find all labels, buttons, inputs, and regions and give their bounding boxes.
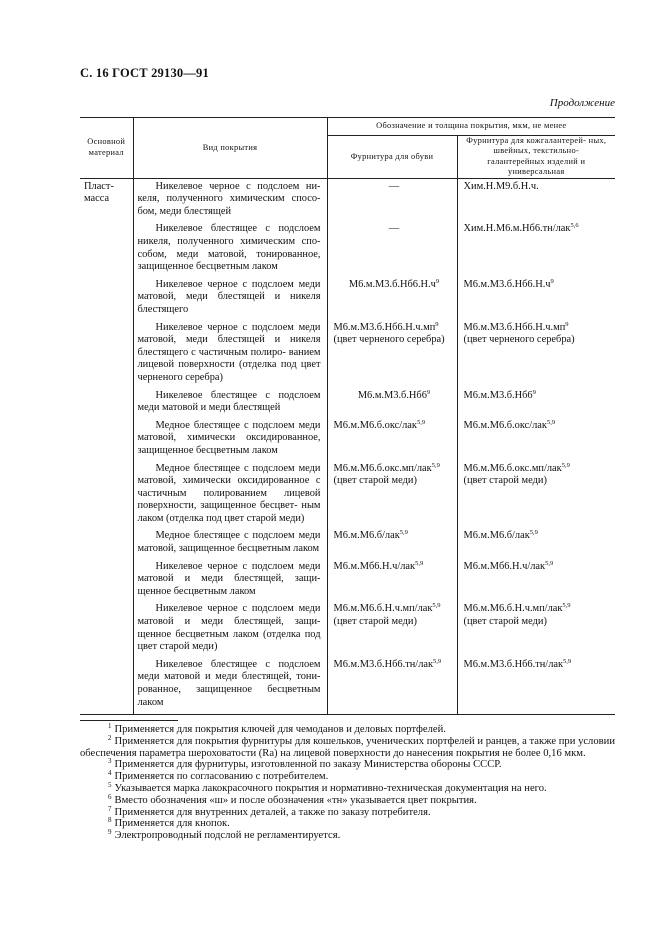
footnote-number: 4: [108, 769, 112, 778]
coating-description: Медное блестящее с подслоем меди матовой, химически оксидированное с частичным полированием лицевой поверхности, защищенное бесцвет- ным лаком (отделка под цвет старой меди): [133, 463, 327, 531]
footnote-text: Электропроводный подслой не регламентируется.: [114, 830, 341, 842]
universal-designation: [457, 390, 615, 420]
footnote-number: 6: [108, 792, 112, 801]
footnote-number: 5: [108, 780, 112, 789]
footnote-text: Применяется по согласованию с потребителем.: [114, 771, 329, 783]
shoe-designation: [327, 223, 457, 278]
universal-designation: [457, 178, 615, 223]
shoe-designation: [327, 390, 457, 420]
coating-description: Никелевое черное с подслоем меди матовой и меди блестящей, защи- щенное бесцветным лаком (отделка под цвет старой меди): [133, 603, 327, 658]
coatings-table-container: [80, 117, 615, 715]
table-row: [80, 322, 615, 390]
shoe-designation: [327, 463, 457, 531]
footnote: [80, 830, 615, 842]
footnote: [80, 759, 615, 771]
shoe-designation: [327, 530, 457, 560]
universal-code: М6.м.М6.б.окс.мп/лак: [463, 462, 562, 474]
footnote-number: 2: [108, 733, 112, 742]
footnote-text: Применяется для покрытия ключей для чемоданов и деловых портфелей.: [114, 724, 446, 735]
footnote-ref: 5,9: [431, 461, 440, 469]
col-header-shoe-fittings: Фурнитура для обуви: [327, 136, 457, 179]
footnote-ref: 5,9: [432, 602, 441, 610]
footnote-ref: 9: [435, 320, 439, 328]
footnote-ref: 9: [426, 388, 431, 396]
shoe-code: М6.м.М6.б.окс.мп/лак: [333, 462, 432, 474]
material-cell: Пласт- масса: [84, 180, 114, 205]
table-row: [80, 530, 615, 560]
footnote-ref: 5,9: [529, 529, 538, 537]
footnote-ref: 5,9: [416, 418, 426, 426]
universal-designation: [457, 530, 615, 560]
col-header-designation: Обозначение и толщина покрытия, мкм, не менее: [327, 118, 615, 136]
shoe-code: М6.м.М3.б.Нб6: [357, 389, 427, 401]
universal-code: Хим.Н.М9.б.Н.ч.: [463, 180, 539, 192]
footnote-ref: 5,9: [399, 529, 408, 537]
footnote: [80, 771, 615, 783]
shoe-code: —: [388, 180, 400, 192]
footnote: [80, 792, 615, 807]
table-row: [80, 420, 615, 463]
footnote: [80, 780, 615, 795]
footnote-text: Применяется для фурнитуры, изготовленной по заказу Министерства обороны СССР.: [114, 759, 502, 771]
universal-code: М6.м.М3.б.Нб6.Н.ч.мп: [463, 321, 566, 333]
universal-finish-note: (цвет старой меди): [463, 475, 547, 487]
footnote-ref: 5,9: [546, 418, 556, 426]
universal-code: Хим.Н.М6.м.Нб6.тн/лак: [463, 223, 571, 235]
footnote-text: Применяется для внутренних деталей, а также по заказу потребителя.: [114, 806, 431, 818]
shoe-code: М6.м.М6.б.Н.ч.мп/лак: [333, 603, 433, 615]
universal-code: М6.м.М6.б.Н.ч.мп/лак: [463, 603, 563, 615]
shoe-finish-note: (цвет старой меди): [333, 475, 417, 487]
footnote-ref: 5,9: [433, 657, 442, 665]
shoe-designation: [327, 603, 457, 658]
universal-designation: [457, 659, 615, 715]
universal-designation: [457, 322, 615, 390]
shoe-designation: [327, 659, 457, 715]
footnote-ref: 5,6: [570, 222, 579, 230]
universal-code: М6.м.М6.б/лак: [463, 530, 530, 542]
footnote-text: Применяется для кнопок.: [114, 818, 230, 830]
footnote-ref: 9: [565, 320, 569, 328]
shoe-code: М6.м.М6.б/лак: [333, 530, 400, 542]
table-body: [80, 178, 615, 715]
col-header-material: Основной материал: [80, 118, 133, 179]
coating-description: Медное блестящее с подслоем меди матовой, защищенное бесцветным лаком: [133, 530, 327, 560]
universal-code: М6.м.М3.б.Нб6: [463, 389, 533, 401]
footnote-number: 3: [108, 757, 112, 766]
table-row: [80, 603, 615, 658]
shoe-finish-note: (цвет черненого серебра): [333, 334, 445, 346]
shoe-finish-note: (цвет старой меди): [333, 616, 417, 628]
footnote-ref: 9: [435, 277, 440, 285]
coating-description: Никелевое блестящее с подслоем меди матовой и меди блестящей, тони- рованное, защищенное бесцветным лаком: [133, 659, 327, 715]
footnote: [80, 724, 615, 736]
coating-description: Никелевое черное с подслоем меди матовой и меди блестящей, защи- щенное бесцветным лаком: [133, 561, 327, 604]
table-row: [80, 178, 615, 223]
footnote-ref: 9: [550, 277, 554, 285]
universal-designation: [457, 561, 615, 604]
universal-designation: [457, 463, 615, 531]
shoe-code: М6.м.М3.б.Нб6.тн/лак: [333, 658, 434, 670]
shoe-code: М6.м.М3.б.Нб6.Н.ч: [348, 278, 436, 290]
shoe-designation: [327, 178, 457, 223]
footnote-text: Указывается марка лакокрасочного покрытия и нормативно-техническая документация на него.: [114, 782, 547, 794]
table-row: [80, 659, 615, 715]
universal-code: М6.м.Мб6.Н.ч/лак: [463, 560, 546, 572]
coating-description: Медное блестящее с подслоем меди матовой, химически оксидированное, защищенное бесцветным лаком: [133, 420, 327, 463]
shoe-code: М6.м.М3.б.Нб6.Н.ч.мп: [333, 321, 436, 333]
universal-designation: [457, 223, 615, 278]
page-title: С. 16 ГОСТ 29130—91: [80, 66, 209, 80]
footnote-text: Вместо обозначения «ш» и после обозначения «тн» указывается цвет покрытия.: [114, 794, 477, 806]
universal-finish-note: (цвет черненого серебра): [463, 334, 575, 346]
universal-designation: [457, 279, 615, 322]
col-header-coating-type: Вид покрытия: [133, 118, 327, 179]
footnote-text: Применяется для покрытия фурнитуры для кошельков, ученических портфелей и ранцев, а также при условии обеспечения параметра шероховатости (Ra) на лицевой поверхности до нанесения покрытия не более 0,16 мкм.: [80, 735, 615, 759]
table-row: [80, 561, 615, 604]
shoe-designation: [327, 279, 457, 322]
table-row: [80, 279, 615, 322]
footnotes: [80, 724, 615, 842]
shoe-code: М6.м.М6.б.окс/лак: [333, 419, 417, 431]
footnote: [80, 804, 615, 819]
universal-code: М6.м.М3.б.Нб6.тн/лак: [463, 658, 564, 670]
footnote-number: 1: [108, 722, 112, 730]
footnote-ref: 5,9: [563, 657, 572, 665]
universal-designation: [457, 420, 615, 463]
continuation-label: Продолжение: [549, 97, 615, 109]
footnote-ref: 5,9: [545, 559, 554, 567]
footnote-ref: 9: [532, 388, 536, 396]
footnote-separator: [80, 720, 178, 721]
footnote-ref: 5,9: [561, 461, 570, 469]
footnote-ref: 5,9: [562, 602, 571, 610]
coating-description: Никелевое черное с подслоем меди матовой, меди блестящей и никеля блестящего с частичным полиро- ванием лицевой поверхности (отделка под цвет черненого серебра): [133, 322, 327, 390]
coating-description: Никелевое черное с подслоем ни- келя, полученного химическим спосо- бом, меди блестящей: [133, 178, 327, 223]
footnote-ref: 5,9: [415, 559, 424, 567]
coating-description: Никелевое черное с подслоем меди матовой, меди блестящей и никеля блестящего: [133, 279, 327, 322]
coatings-table: [80, 117, 615, 715]
universal-code: М6.м.М6.б.окс/лак: [463, 419, 547, 431]
universal-finish-note: (цвет старой меди): [463, 616, 547, 628]
coating-description: Никелевое блестящее с подслоем никеля, полученного химическим спо- собом, меди матовой, тонированное, защищенное бесцветным лаком: [133, 223, 327, 278]
shoe-designation: [327, 561, 457, 604]
footnote: [80, 818, 615, 830]
universal-code: М6.м.М3.б.Нб6.Н.ч: [463, 278, 551, 290]
shoe-code: —: [388, 223, 400, 235]
footnote-number: 7: [108, 804, 112, 813]
universal-designation: [457, 603, 615, 658]
table-row: [80, 463, 615, 531]
footnote: [80, 733, 615, 760]
table-row: [80, 223, 615, 278]
footnote-number: 9: [108, 828, 112, 837]
col-header-universal-fittings: Фурнитура для кожгалантерей- ных, швейных, текстильно- галантерейных изделий и универсальная: [457, 136, 615, 179]
shoe-designation: [327, 420, 457, 463]
shoe-designation: [327, 322, 457, 390]
footnote-number: 8: [108, 816, 112, 825]
coating-description: Никелевое блестящее с подслоем меди матовой и меди блестящей: [133, 390, 327, 420]
table-row: [80, 390, 615, 420]
shoe-code: М6.м.Мб6.Н.ч/лак: [333, 560, 416, 572]
